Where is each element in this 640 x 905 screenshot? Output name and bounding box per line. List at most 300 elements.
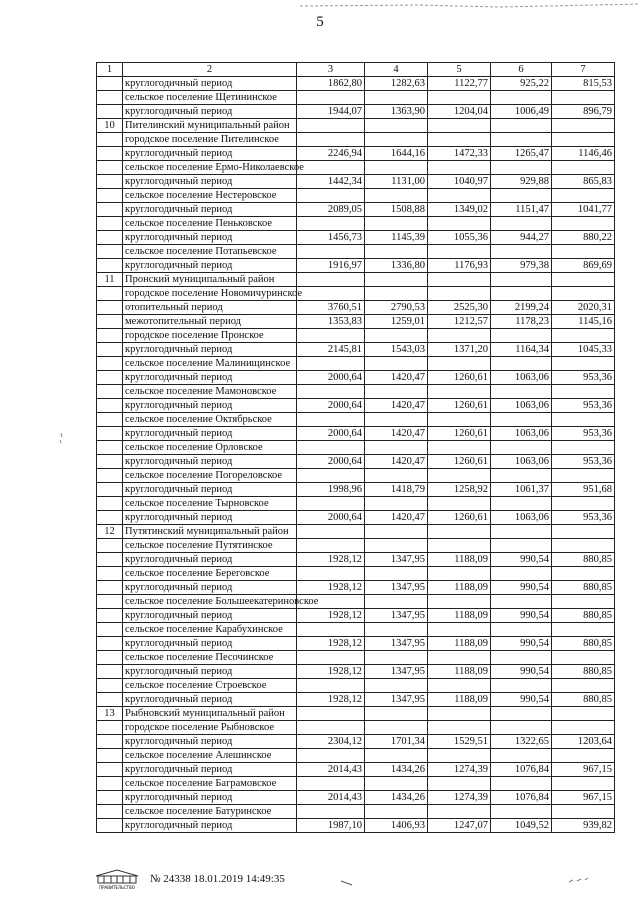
row-label: круглогодичный период: [123, 203, 297, 217]
table-row: [97, 259, 615, 273]
row-number: [97, 343, 123, 357]
table-row: [97, 539, 615, 553]
tariff-value: 1420,47: [365, 399, 428, 413]
row-label: сельское поселение Октябрьское: [123, 413, 297, 427]
table-row: [97, 567, 615, 581]
table-row: [97, 273, 615, 287]
table-row: [97, 707, 615, 721]
tariff-value: 1944,07: [297, 105, 365, 119]
tariff-value: [491, 287, 552, 301]
tariff-value: [297, 329, 365, 343]
tariff-value: [297, 441, 365, 455]
tariff-value: 1543,03: [365, 343, 428, 357]
row-number: [97, 287, 123, 301]
row-number: [97, 259, 123, 273]
tariff-value: [297, 707, 365, 721]
tariff-value: 1049,52: [491, 819, 552, 833]
table-row: [97, 595, 615, 609]
table-row: [97, 119, 615, 133]
tariff-value: 1274,39: [428, 763, 491, 777]
row-number: [97, 147, 123, 161]
column-header: 4: [365, 63, 428, 77]
tariff-value: 944,27: [491, 231, 552, 245]
tariff-value: [491, 623, 552, 637]
tariff-value: 1928,12: [297, 665, 365, 679]
tariff-value: [297, 469, 365, 483]
tariff-value: [491, 441, 552, 455]
tariff-value: [365, 497, 428, 511]
table-row: [97, 525, 615, 539]
tariff-value: [428, 413, 491, 427]
row-label: круглогодичный период: [123, 553, 297, 567]
tariff-value: 967,15: [552, 763, 615, 777]
tariff-value: 1916,97: [297, 259, 365, 273]
tariff-value: [297, 497, 365, 511]
registration-footer: [92, 868, 285, 890]
tariff-value: [552, 623, 615, 637]
tariff-value: 2304,12: [297, 735, 365, 749]
table-row: [97, 245, 615, 259]
table-row: [97, 385, 615, 399]
tariff-value: [365, 287, 428, 301]
tariff-value: 1347,95: [365, 581, 428, 595]
tariff-value: 1188,09: [428, 665, 491, 679]
tariff-value: 1146,46: [552, 147, 615, 161]
tariff-value: 1371,20: [428, 343, 491, 357]
tariff-value: [552, 539, 615, 553]
tariff-value: 1508,88: [365, 203, 428, 217]
tariff-value: 967,15: [552, 791, 615, 805]
tariff-value: [428, 469, 491, 483]
table-row: [97, 133, 615, 147]
row-label: круглогодичный период: [123, 665, 297, 679]
tariff-value: [491, 385, 552, 399]
tariff-value: 1188,09: [428, 581, 491, 595]
tariff-value: [297, 679, 365, 693]
table-row: [97, 203, 615, 217]
tariff-value: [297, 525, 365, 539]
row-label: сельское поселение Малинищинское: [123, 357, 297, 371]
row-label: сельское поселение Щетининское: [123, 91, 297, 105]
tariff-value: 1420,47: [365, 455, 428, 469]
row-label: круглогодичный период: [123, 231, 297, 245]
row-label: круглогодичный период: [123, 147, 297, 161]
tariff-value: [365, 161, 428, 175]
tariff-value: 1928,12: [297, 581, 365, 595]
tariff-value: [365, 749, 428, 763]
tariff-value: [365, 189, 428, 203]
tariff-value: 1063,06: [491, 371, 552, 385]
row-number: [97, 819, 123, 833]
row-number: [97, 175, 123, 189]
tariff-value: 1260,61: [428, 427, 491, 441]
table-row: [97, 679, 615, 693]
row-label: сельское поселение Песочинское: [123, 651, 297, 665]
tariff-value: 2000,64: [297, 427, 365, 441]
tariff-value: 951,68: [552, 483, 615, 497]
tariff-value: 1420,47: [365, 427, 428, 441]
tariff-value: 3760,51: [297, 301, 365, 315]
tariff-value: 865,83: [552, 175, 615, 189]
tariff-value: [428, 707, 491, 721]
tariff-value: [428, 567, 491, 581]
tariff-value: [491, 469, 552, 483]
tariff-value: 1260,61: [428, 455, 491, 469]
tariff-value: [491, 119, 552, 133]
tariff-value: 1363,90: [365, 105, 428, 119]
page-number: 5: [316, 14, 324, 30]
tariff-value: 1063,06: [491, 427, 552, 441]
tariff-value: 953,36: [552, 455, 615, 469]
column-header: 2: [123, 63, 297, 77]
tariff-value: [365, 721, 428, 735]
tariff-value: [428, 721, 491, 735]
table-row: [97, 343, 615, 357]
row-number: [97, 133, 123, 147]
table-row: [97, 749, 615, 763]
row-number: [97, 553, 123, 567]
tariff-value: 1145,39: [365, 231, 428, 245]
tariff-value: [552, 525, 615, 539]
tariff-value: [428, 133, 491, 147]
tariff-value: [491, 245, 552, 259]
row-number: 10: [97, 119, 123, 133]
tariff-value: [552, 273, 615, 287]
tariff-value: [552, 287, 615, 301]
tariff-value: [297, 133, 365, 147]
row-number: [97, 385, 123, 399]
tariff-value: [552, 651, 615, 665]
tariff-value: [491, 721, 552, 735]
table-row: [97, 609, 615, 623]
government-logo-icon: [92, 868, 142, 890]
tariff-value: [428, 749, 491, 763]
tariff-value: [552, 385, 615, 399]
row-label: круглогодичный период: [123, 77, 297, 91]
tariff-value: [297, 161, 365, 175]
row-number: [97, 469, 123, 483]
table-row: [97, 623, 615, 637]
row-number: [97, 511, 123, 525]
row-number: [97, 693, 123, 707]
table-row: [97, 189, 615, 203]
tariff-value: [365, 413, 428, 427]
tariff-value: [552, 441, 615, 455]
tariff-value: 1347,95: [365, 609, 428, 623]
tariff-value: 990,54: [491, 609, 552, 623]
row-label: сельское поселение Пеньковское: [123, 217, 297, 231]
table-row: [97, 161, 615, 175]
table-row: [97, 371, 615, 385]
tariff-value: 1076,84: [491, 791, 552, 805]
row-label: городское поселение Пителинское: [123, 133, 297, 147]
tariff-value: [552, 567, 615, 581]
tariff-value: 896,79: [552, 105, 615, 119]
table-row: [97, 651, 615, 665]
row-number: [97, 609, 123, 623]
table-row: [97, 147, 615, 161]
tariff-value: [297, 385, 365, 399]
row-number: [97, 567, 123, 581]
tariff-value: [297, 805, 365, 819]
tariff-value: [365, 217, 428, 231]
row-number: [97, 161, 123, 175]
tariff-value: [552, 595, 615, 609]
tariff-value: 2199,24: [491, 301, 552, 315]
tariff-value: [552, 91, 615, 105]
tariff-value: 990,54: [491, 693, 552, 707]
table-row: [97, 665, 615, 679]
tariff-value: 1862,80: [297, 77, 365, 91]
row-number: [97, 637, 123, 651]
tariff-value: [552, 357, 615, 371]
table-row: [97, 791, 615, 805]
row-label: сельское поселение Погореловское: [123, 469, 297, 483]
table-row: [97, 511, 615, 525]
row-number: [97, 203, 123, 217]
tariff-value: 953,36: [552, 511, 615, 525]
tariff-value: [552, 119, 615, 133]
tariff-value: [552, 497, 615, 511]
tariff-value: [428, 329, 491, 343]
tariff-value: [297, 651, 365, 665]
tariff-value: 1061,37: [491, 483, 552, 497]
tariff-value: [552, 245, 615, 259]
column-header: 6: [491, 63, 552, 77]
tariff-value: [297, 567, 365, 581]
tariff-value: [491, 651, 552, 665]
tariff-value: [552, 805, 615, 819]
tariff-value: 939,82: [552, 819, 615, 833]
tariff-value: 1420,47: [365, 511, 428, 525]
tariff-value: [365, 119, 428, 133]
row-number: [97, 623, 123, 637]
row-label: сельское поселение Баграмовское: [123, 777, 297, 791]
row-label: сельское поселение Путятинское: [123, 539, 297, 553]
table-row: [97, 91, 615, 105]
row-label: круглогодичный период: [123, 693, 297, 707]
tariff-value: 979,38: [491, 259, 552, 273]
row-number: [97, 329, 123, 343]
row-label: круглогодичный период: [123, 175, 297, 189]
row-label: круглогодичный период: [123, 609, 297, 623]
tariff-value: 1260,61: [428, 371, 491, 385]
tariff-value: [428, 539, 491, 553]
tariff-value: 1336,80: [365, 259, 428, 273]
tariff-value: 1347,95: [365, 693, 428, 707]
tariff-value: 1456,73: [297, 231, 365, 245]
table-row: [97, 399, 615, 413]
column-header: 3: [297, 63, 365, 77]
tariff-value: 1347,95: [365, 665, 428, 679]
row-label: Пителинский муниципальный район: [123, 119, 297, 133]
tariff-value: 1347,95: [365, 553, 428, 567]
tariff-value: 1063,06: [491, 455, 552, 469]
tariff-value: 1203,64: [552, 735, 615, 749]
tariff-value: 1122,77: [428, 77, 491, 91]
tariff-value: [428, 189, 491, 203]
row-label: круглогодичный период: [123, 105, 297, 119]
tariff-value: [297, 623, 365, 637]
tariff-value: 1265,47: [491, 147, 552, 161]
tariff-value: 1151,47: [491, 203, 552, 217]
row-number: [97, 217, 123, 231]
tariff-value: 929,88: [491, 175, 552, 189]
tariff-value: 990,54: [491, 637, 552, 651]
row-label: круглогодичный период: [123, 763, 297, 777]
tariff-value: 2000,64: [297, 371, 365, 385]
row-label: Пронский муниципальный район: [123, 273, 297, 287]
tariff-value: 1928,12: [297, 553, 365, 567]
tariff-value: [365, 595, 428, 609]
tariff-value: 2000,64: [297, 511, 365, 525]
tariff-value: [365, 245, 428, 259]
tariff-value: 1644,16: [365, 147, 428, 161]
registration-stamp: № 24338 18.01.2019 14:49:35: [150, 873, 285, 885]
row-number: [97, 91, 123, 105]
tariff-value: [491, 91, 552, 105]
tariff-value: 1701,34: [365, 735, 428, 749]
tariff-value: 1322,65: [491, 735, 552, 749]
row-number: [97, 399, 123, 413]
row-number: [97, 105, 123, 119]
row-label: Рыбновский муниципальный район: [123, 707, 297, 721]
tariff-value: 2790,53: [365, 301, 428, 315]
row-label: круглогодичный период: [123, 371, 297, 385]
tariff-value: 1472,33: [428, 147, 491, 161]
table-row: [97, 721, 615, 735]
tariff-value: [365, 651, 428, 665]
row-number: [97, 231, 123, 245]
tariff-value: [552, 189, 615, 203]
tariff-value: [365, 623, 428, 637]
tariff-value: 2145,81: [297, 343, 365, 357]
tariff-value: 1418,79: [365, 483, 428, 497]
tariff-value: [297, 357, 365, 371]
tariff-value: [365, 777, 428, 791]
tariff-value: [552, 469, 615, 483]
tariff-value: [297, 91, 365, 105]
tariff-value: 880,85: [552, 609, 615, 623]
row-label: круглогодичный период: [123, 581, 297, 595]
tariff-value: [552, 217, 615, 231]
tariff-value: [365, 469, 428, 483]
tariff-value: [428, 679, 491, 693]
table-row: [97, 175, 615, 189]
tariff-value: [491, 161, 552, 175]
tariff-value: 1998,96: [297, 483, 365, 497]
tariff-value: 1188,09: [428, 609, 491, 623]
table-row: [97, 469, 615, 483]
tariff-value: [428, 497, 491, 511]
tariff-value: [297, 189, 365, 203]
scan-edge-marks: [300, 2, 640, 12]
row-number: 13: [97, 707, 123, 721]
tariff-value: [297, 119, 365, 133]
tariff-value: 1178,23: [491, 315, 552, 329]
tariff-value: 1176,93: [428, 259, 491, 273]
tariff-value: 1282,63: [365, 77, 428, 91]
row-label: городское поселение Рыбновское: [123, 721, 297, 735]
tariff-value: [491, 497, 552, 511]
row-label: Путятинский муниципальный район: [123, 525, 297, 539]
tariff-value: [428, 245, 491, 259]
tariff-value: [365, 91, 428, 105]
tariff-value: 953,36: [552, 427, 615, 441]
tariff-value: 1247,07: [428, 819, 491, 833]
tariff-value: [365, 525, 428, 539]
table-row: [97, 329, 615, 343]
tariff-value: [365, 567, 428, 581]
table-row: [97, 77, 615, 91]
tariff-value: 1040,97: [428, 175, 491, 189]
tariff-value: [297, 273, 365, 287]
row-label: межотопительный период: [123, 315, 297, 329]
row-label: круглогодичный период: [123, 343, 297, 357]
row-number: [97, 679, 123, 693]
tariff-value: 815,53: [552, 77, 615, 91]
tariff-value: [428, 273, 491, 287]
tariff-value: [365, 539, 428, 553]
row-label: отопительный период: [123, 301, 297, 315]
tariff-value: 1928,12: [297, 693, 365, 707]
row-number: [97, 595, 123, 609]
tariff-value: 869,69: [552, 259, 615, 273]
tariff-value: [491, 413, 552, 427]
tariff-value: 1274,39: [428, 791, 491, 805]
tariff-value: 880,85: [552, 665, 615, 679]
tariff-value: 1420,47: [365, 371, 428, 385]
row-label: сельское поселение Ермо-Николаевское: [123, 161, 297, 175]
tariff-value: [491, 217, 552, 231]
tariff-value: [297, 413, 365, 427]
table-row: [97, 315, 615, 329]
row-number: [97, 805, 123, 819]
logo-caption: ПРАВИТЕЛЬСТВО: [99, 885, 135, 890]
tariff-value: [428, 91, 491, 105]
row-label: круглогодичный период: [123, 637, 297, 651]
tariff-value: [491, 595, 552, 609]
row-number: [97, 301, 123, 315]
tariff-value: [428, 525, 491, 539]
row-number: [97, 497, 123, 511]
row-label: городское поселение Новомичуринское: [123, 287, 297, 301]
tariff-value: [552, 161, 615, 175]
tariff-value: 1529,51: [428, 735, 491, 749]
tariff-value: 1928,12: [297, 609, 365, 623]
row-label: сельское поселение Карабухинское: [123, 623, 297, 637]
tariff-value: 953,36: [552, 371, 615, 385]
tariff-value: [428, 119, 491, 133]
tariff-value: 1442,34: [297, 175, 365, 189]
tariff-value: 880,85: [552, 581, 615, 595]
tariff-value: 2000,64: [297, 455, 365, 469]
tariff-value: [552, 749, 615, 763]
row-number: [97, 581, 123, 595]
tariff-value: 880,85: [552, 693, 615, 707]
tariff-value: 2089,05: [297, 203, 365, 217]
row-number: [97, 735, 123, 749]
tariff-value: [428, 777, 491, 791]
tariff-value: [428, 385, 491, 399]
row-label: сельское поселение Алешинское: [123, 749, 297, 763]
row-number: [97, 371, 123, 385]
row-label: сельское поселение Потапьевское: [123, 245, 297, 259]
table-row: [97, 637, 615, 651]
tariff-value: 880,22: [552, 231, 615, 245]
tariff-value: 1041,77: [552, 203, 615, 217]
row-number: [97, 539, 123, 553]
